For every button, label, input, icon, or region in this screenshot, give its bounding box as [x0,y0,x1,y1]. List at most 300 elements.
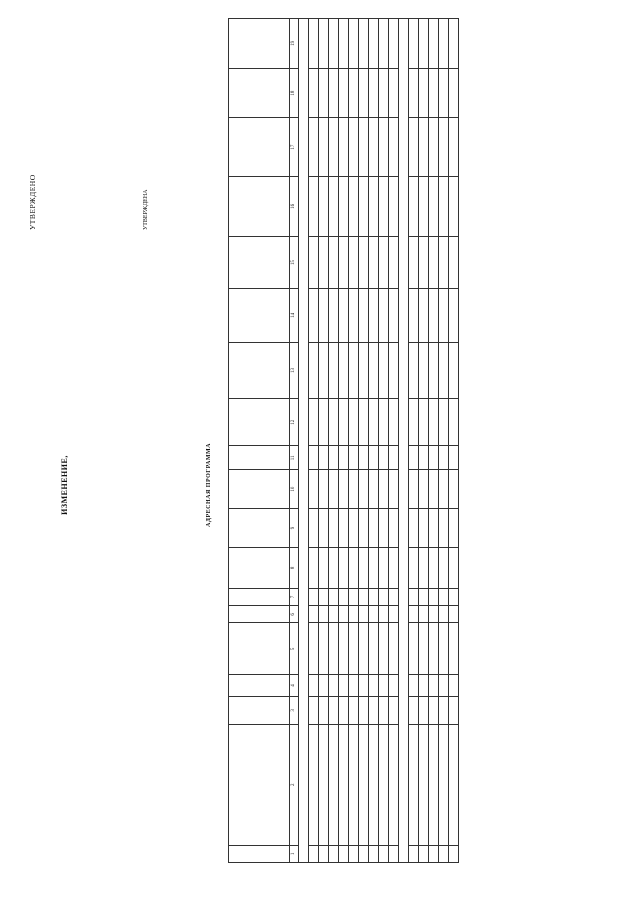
table-row [329,19,339,863]
table-cell [319,547,329,588]
table-cell [409,606,419,623]
table-cell [449,724,459,845]
table-cell [439,724,449,845]
table-cell [389,68,399,118]
table-cell [449,675,459,697]
table-cell [339,288,349,342]
table-cell [309,288,319,342]
table-cell [359,509,369,548]
table-cell [349,588,359,605]
table-cell [389,845,399,862]
table-cell [449,446,459,470]
table-cell [389,237,399,289]
column-number: 12 [290,399,299,446]
column-header [229,399,290,446]
column-number: 8 [290,547,299,588]
table-cell [379,470,389,509]
table-cell [389,509,399,548]
table-cell [379,845,389,862]
table-cell [449,176,459,236]
column-header [229,623,290,675]
table-cell [379,399,389,446]
table-cell [359,446,369,470]
table-cell [359,588,369,605]
table-cell [309,19,319,69]
table-cell [319,19,329,69]
table-cell [419,446,429,470]
section-label [399,19,409,863]
table-cell [449,342,459,398]
column-number: 17 [290,118,299,176]
table-cell [339,176,349,236]
table-cell [349,509,359,548]
table-cell [439,696,449,724]
table-cell [419,675,429,697]
table-cell [329,446,339,470]
table-cell [409,675,419,697]
table-cell [379,446,389,470]
table-cell [349,176,359,236]
table-cell [439,19,449,69]
table-cell [379,237,389,289]
table-cell [369,118,379,176]
table-cell [419,176,429,236]
table-cell [319,399,329,446]
table-cell [389,606,399,623]
table-cell [449,509,459,548]
table-cell [429,176,439,236]
table-row [379,19,389,863]
table-cell [349,399,359,446]
table-cell [319,237,329,289]
document-title-block [60,205,69,765]
table-cell [449,19,459,69]
table-cell [449,237,459,289]
table-cell [389,288,399,342]
column-number: 5 [290,623,299,675]
table-cell [369,237,379,289]
table-cell [319,588,329,605]
table-cell [389,675,399,697]
table-cell [309,68,319,118]
address-program-table [228,18,459,863]
table-cell [369,623,379,675]
column-header [229,606,290,623]
column-number: 18 [290,68,299,118]
table-cell [439,342,449,398]
table-cell [339,724,349,845]
table-cell [379,588,389,605]
table-cell [339,237,349,289]
table-cell [389,19,399,69]
table-cell [319,606,329,623]
table-cell [429,845,439,862]
table-cell [449,623,459,675]
table-cell [359,399,369,446]
table-cell [349,547,359,588]
program-title-block [205,365,213,605]
table-cell [359,696,369,724]
table-cell [339,19,349,69]
table-cell [379,118,389,176]
table-cell [319,845,329,862]
table-cell [329,588,339,605]
approval2-title: УТВЕРЖДЕНА [143,189,149,230]
column-header [229,588,290,605]
table-row [439,19,449,863]
table-cell [419,399,429,446]
table-cell [449,588,459,605]
table-cell [439,509,449,548]
table-cell [329,237,339,289]
column-header [229,845,290,862]
table-cell [369,446,379,470]
column-number: 13 [290,342,299,398]
table-cell [419,19,429,69]
table-cell [339,623,349,675]
table-cell [319,509,329,548]
table-cell [309,446,319,470]
table-cell [429,588,439,605]
table-cell [329,399,339,446]
table-cell [429,509,439,548]
table-cell [389,588,399,605]
table-cell [409,470,419,509]
table-cell [319,118,329,176]
column-number: 16 [290,176,299,236]
table-cell [329,623,339,675]
table-cell [329,696,339,724]
table-cell [359,176,369,236]
address-program-table-wrap [228,18,633,863]
column-number: 15 [290,237,299,289]
table-cell [329,509,339,548]
section-row [299,19,309,863]
table-cell [369,399,379,446]
table-cell [349,68,359,118]
table-cell [359,68,369,118]
table-cell [409,696,419,724]
table-cell [339,845,349,862]
table-cell [349,696,359,724]
table-cell [309,547,319,588]
column-number: 11 [290,446,299,470]
table-cell [329,675,339,697]
table-cell [379,342,389,398]
table-cell [409,399,419,446]
column-header [229,696,290,724]
table-cell [419,237,429,289]
approval-block [28,40,43,230]
table-cell [429,237,439,289]
table-cell [359,547,369,588]
table-cell [309,470,319,509]
column-header [229,724,290,845]
table-cell [339,68,349,118]
table-cell [419,342,429,398]
table-cell [349,342,359,398]
table-cell [309,845,319,862]
column-header [229,509,290,548]
table-cell [369,176,379,236]
table-cell [409,547,419,588]
table-cell [449,696,459,724]
table-cell [339,470,349,509]
table-cell [439,470,449,509]
table-cell [369,845,379,862]
column-header [229,342,290,398]
table-cell [429,118,439,176]
table-cell [389,696,399,724]
table-cell [309,675,319,697]
table-cell [369,547,379,588]
table-cell [429,606,439,623]
table-cell [389,446,399,470]
table-cell [329,547,339,588]
table-cell [309,509,319,548]
table-cell [429,696,439,724]
table-cell [439,288,449,342]
table-cell [329,470,339,509]
table-cell [409,446,419,470]
table-cell [309,724,319,845]
table-cell [449,68,459,118]
table-cell [359,118,369,176]
table-cell [369,288,379,342]
table-cell [419,68,429,118]
table-cell [419,588,429,605]
table-cell [379,696,389,724]
table-cell [319,288,329,342]
table-cell [349,724,359,845]
column-header [229,446,290,470]
table-cell [419,547,429,588]
table-cell [439,118,449,176]
table-cell [359,675,369,697]
table-cell [389,470,399,509]
table-row [359,19,369,863]
table-cell [359,237,369,289]
table-cell [359,606,369,623]
column-number: 2 [290,724,299,845]
table-column-numbers [290,19,299,863]
table-cell [429,342,439,398]
table-row [349,19,359,863]
table-cell [409,623,419,675]
table-cell [319,68,329,118]
table-cell [349,19,359,69]
table-cell [439,606,449,623]
table-cell [449,288,459,342]
column-header [229,470,290,509]
table-cell [429,399,439,446]
table-cell [349,118,359,176]
table-cell [429,19,439,69]
table-cell [439,845,449,862]
table-cell [359,623,369,675]
table-cell [309,237,319,289]
section-total-row [449,19,459,863]
table-cell [429,68,439,118]
table-cell [439,399,449,446]
table-cell [339,509,349,548]
column-header [229,547,290,588]
table-cell [409,19,419,69]
table-cell [309,399,319,446]
table-cell [419,470,429,509]
document-title: ИЗМЕНЕНИЕ, [60,455,69,515]
table-cell [329,342,339,398]
table-cell [379,675,389,697]
table-cell [349,623,359,675]
table-cell [419,606,429,623]
table-cell [329,724,339,845]
section-total-row [389,19,399,863]
table-cell [319,342,329,398]
table-cell [309,176,319,236]
column-number: 19 [290,19,299,69]
table-cell [349,237,359,289]
column-header [229,288,290,342]
table-cell [409,118,419,176]
table-cell [419,724,429,845]
table-cell [339,606,349,623]
table-cell [379,288,389,342]
table-cell [319,446,329,470]
table-cell [439,237,449,289]
table-cell [319,176,329,236]
table-cell [439,675,449,697]
table-cell [419,509,429,548]
table-cell [309,696,319,724]
column-number: 6 [290,606,299,623]
table-cell [349,675,359,697]
table-row [319,19,329,863]
table-cell [379,606,389,623]
table-cell [409,342,419,398]
table-cell [439,623,449,675]
table-cell [389,399,399,446]
table-cell [389,342,399,398]
table-cell [409,724,419,845]
table-cell [339,547,349,588]
table-cell [319,623,329,675]
table-cell [379,547,389,588]
table-cell [339,696,349,724]
table-cell [309,342,319,398]
table-cell [329,19,339,69]
table-cell [389,724,399,845]
table-cell [329,845,339,862]
table-cell [389,176,399,236]
table-cell [439,176,449,236]
approval-title: УТВЕРЖДЕНО [28,174,37,230]
table-cell [409,237,419,289]
table-row [429,19,439,863]
table-cell [329,288,339,342]
table-cell [309,606,319,623]
table-cell [339,675,349,697]
table-cell [369,724,379,845]
table-cell [369,606,379,623]
table-cell [349,845,359,862]
table-cell [429,470,439,509]
section-label [299,19,309,863]
column-header [229,19,290,69]
table-cell [389,547,399,588]
table-row [309,19,319,863]
table-cell [379,724,389,845]
table-cell [329,68,339,118]
approval-block-program [142,70,150,230]
column-number: 1 [290,845,299,862]
column-header [229,675,290,697]
table-cell [429,288,439,342]
table-cell [419,118,429,176]
table-cell [449,845,459,862]
table-cell [369,509,379,548]
table-cell [329,606,339,623]
table-cell [429,675,439,697]
column-header [229,176,290,236]
table-cell [359,342,369,398]
table-cell [389,623,399,675]
column-number: 7 [290,588,299,605]
table-cell [369,696,379,724]
table-header-row [229,19,290,863]
table-cell [449,399,459,446]
table-cell [409,845,419,862]
table-cell [409,509,419,548]
table-cell [409,68,419,118]
table-cell [419,288,429,342]
table-cell [309,623,319,675]
table-cell [319,675,329,697]
table-cell [379,68,389,118]
column-number: 9 [290,509,299,548]
table-cell [309,118,319,176]
table-cell [379,623,389,675]
table-cell [359,288,369,342]
table-cell [369,68,379,118]
table-cell [359,19,369,69]
table-cell [319,470,329,509]
table-cell [369,588,379,605]
table-cell [319,696,329,724]
column-number: 10 [290,470,299,509]
table-cell [449,547,459,588]
program-title: АДРЕСНАЯ ПРОГРАММА [206,443,212,527]
table-cell [409,288,419,342]
table-cell [369,19,379,69]
column-header [229,68,290,118]
table-cell [449,470,459,509]
table-cell [319,724,329,845]
table-cell [429,724,439,845]
table-cell [409,176,419,236]
table-cell [369,342,379,398]
table-cell [389,118,399,176]
column-header [229,118,290,176]
column-header [229,237,290,289]
table-cell [359,724,369,845]
table-cell [439,446,449,470]
table-cell [379,176,389,236]
table-cell [339,118,349,176]
table-cell [419,845,429,862]
table-cell [439,68,449,118]
table-row [339,19,349,863]
